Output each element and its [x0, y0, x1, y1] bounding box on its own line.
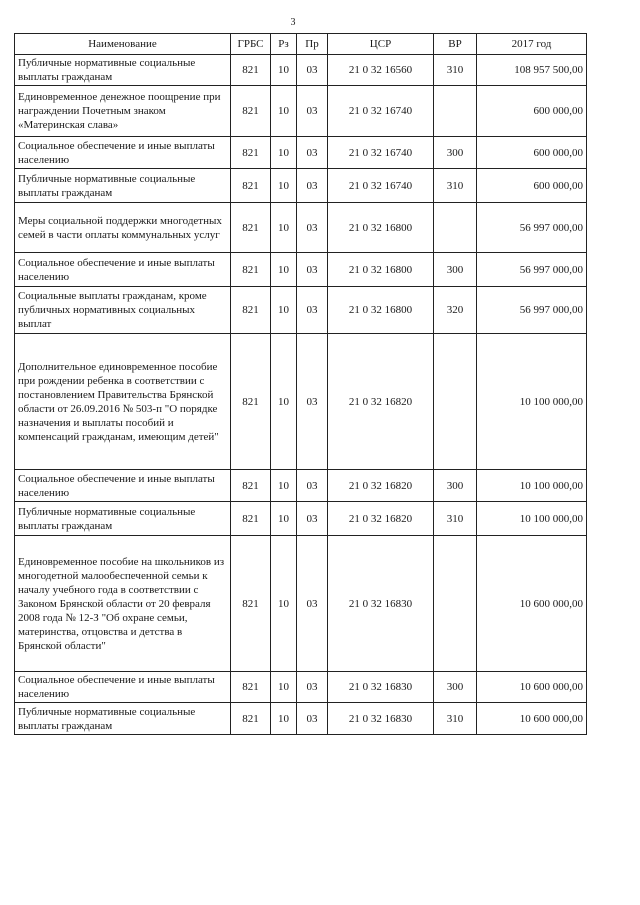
row-vr	[434, 536, 477, 672]
row-pr: 03	[297, 55, 328, 86]
row-vr: 300	[434, 470, 477, 502]
row-name: Дополнительное единовременное пособие при рождении ребенка в соответствии с постановлением Правительства Брянской области от 26.09.2016 № 503-п "О порядке назначения и выплаты пособий и компенсаций гражданам, имеющим детей"	[15, 334, 231, 470]
row-pr: 03	[297, 502, 328, 536]
row-pr: 03	[297, 86, 328, 137]
row-vr	[434, 203, 477, 253]
row-amount: 108 957 500,00	[477, 55, 587, 86]
row-name: Публичные нормативные социальные выплаты гражданам	[15, 169, 231, 203]
row-rz: 10	[271, 502, 297, 536]
row-grbs: 821	[231, 470, 271, 502]
table-row	[15, 536, 587, 672]
row-amount: 10 600 000,00	[477, 703, 587, 735]
row-pr: 03	[297, 253, 328, 287]
row-vr: 310	[434, 169, 477, 203]
row-amount: 10 100 000,00	[477, 502, 587, 536]
row-csr: 21 0 32 16820	[328, 470, 434, 502]
row-vr: 310	[434, 55, 477, 86]
table-row	[15, 502, 587, 536]
table-row	[15, 55, 587, 86]
header-grbs: ГРБС	[231, 34, 271, 55]
row-name: Социальное обеспечение и иные выплаты населению	[15, 137, 231, 169]
row-rz: 10	[271, 169, 297, 203]
row-pr: 03	[297, 203, 328, 253]
row-pr: 03	[297, 287, 328, 334]
row-name: Публичные нормативные социальные выплаты гражданам	[15, 55, 231, 86]
header-pr: Пр	[297, 34, 328, 55]
row-grbs: 821	[231, 169, 271, 203]
row-csr: 21 0 32 16830	[328, 672, 434, 703]
row-grbs: 821	[231, 203, 271, 253]
row-grbs: 821	[231, 502, 271, 536]
table-row	[15, 470, 587, 502]
row-vr	[434, 334, 477, 470]
table-row	[15, 672, 587, 703]
row-amount: 600 000,00	[477, 86, 587, 137]
row-rz: 10	[271, 334, 297, 470]
row-rz: 10	[271, 137, 297, 169]
row-amount: 600 000,00	[477, 169, 587, 203]
row-vr: 300	[434, 672, 477, 703]
row-pr: 03	[297, 703, 328, 735]
row-amount: 10 600 000,00	[477, 672, 587, 703]
row-csr: 21 0 32 16830	[328, 536, 434, 672]
row-name: Единовременное пособие на школьников из многодетной малообеспеченной семьи к началу учебного года в соответствии с Законом Брянской области от 20 февраля 2008 года № 12-З "Об охране семьи, материнства, отцовства и детства в Брянской области"	[15, 536, 231, 672]
row-vr	[434, 86, 477, 137]
row-grbs: 821	[231, 536, 271, 672]
row-name: Социальное обеспечение и иные выплаты населению	[15, 470, 231, 502]
header-rz: Рз	[271, 34, 297, 55]
row-vr: 320	[434, 287, 477, 334]
row-pr: 03	[297, 470, 328, 502]
row-grbs: 821	[231, 253, 271, 287]
row-rz: 10	[271, 672, 297, 703]
row-grbs: 821	[231, 703, 271, 735]
row-csr: 21 0 32 16740	[328, 137, 434, 169]
row-csr: 21 0 32 16820	[328, 334, 434, 470]
table-row	[15, 169, 587, 203]
row-vr: 310	[434, 502, 477, 536]
budget-table	[14, 33, 587, 735]
row-rz: 10	[271, 86, 297, 137]
row-pr: 03	[297, 137, 328, 169]
table-row	[15, 703, 587, 735]
table-row	[15, 86, 587, 137]
header-year: 2017 год	[477, 34, 587, 55]
header-csr: ЦСР	[328, 34, 434, 55]
row-rz: 10	[271, 470, 297, 502]
row-grbs: 821	[231, 55, 271, 86]
row-csr: 21 0 32 16740	[328, 86, 434, 137]
row-grbs: 821	[231, 137, 271, 169]
row-pr: 03	[297, 536, 328, 672]
row-pr: 03	[297, 169, 328, 203]
row-csr: 21 0 32 16800	[328, 203, 434, 253]
row-name: Публичные нормативные социальные выплаты гражданам	[15, 703, 231, 735]
row-vr: 300	[434, 137, 477, 169]
row-name: Публичные нормативные социальные выплаты гражданам	[15, 502, 231, 536]
row-rz: 10	[271, 703, 297, 735]
row-csr: 21 0 32 16560	[328, 55, 434, 86]
row-name: Единовременное денежное поощрение при награждении Почетным знаком «Материнская слава»	[15, 86, 231, 137]
row-amount: 10 100 000,00	[477, 470, 587, 502]
row-csr: 21 0 32 16800	[328, 253, 434, 287]
row-vr: 300	[434, 253, 477, 287]
table-row	[15, 253, 587, 287]
table-row	[15, 137, 587, 169]
row-amount: 600 000,00	[477, 137, 587, 169]
row-csr: 21 0 32 16800	[328, 287, 434, 334]
row-rz: 10	[271, 287, 297, 334]
row-rz: 10	[271, 536, 297, 672]
header-row	[15, 34, 587, 55]
row-amount: 56 997 000,00	[477, 203, 587, 253]
row-vr: 310	[434, 703, 477, 735]
row-grbs: 821	[231, 334, 271, 470]
row-pr: 03	[297, 672, 328, 703]
table-row	[15, 287, 587, 334]
table-row	[15, 203, 587, 253]
row-rz: 10	[271, 55, 297, 86]
header-name: Наименование	[15, 34, 231, 55]
row-rz: 10	[271, 253, 297, 287]
row-grbs: 821	[231, 287, 271, 334]
page-number: 3	[290, 17, 296, 28]
row-csr: 21 0 32 16830	[328, 703, 434, 735]
table-row	[15, 334, 587, 470]
row-amount: 56 997 000,00	[477, 287, 587, 334]
row-name: Социальное обеспечение и иные выплаты населению	[15, 672, 231, 703]
row-amount: 10 100 000,00	[477, 334, 587, 470]
row-grbs: 821	[231, 672, 271, 703]
row-grbs: 821	[231, 86, 271, 137]
row-amount: 56 997 000,00	[477, 253, 587, 287]
row-name: Социальное обеспечение и иные выплаты населению	[15, 253, 231, 287]
row-csr: 21 0 32 16820	[328, 502, 434, 536]
row-name: Социальные выплаты гражданам, кроме публичных нормативных социальных выплат	[15, 287, 231, 334]
row-pr: 03	[297, 334, 328, 470]
header-vr: ВР	[434, 34, 477, 55]
row-rz: 10	[271, 203, 297, 253]
row-name: Меры социальной поддержки многодетных семей в части оплаты коммунальных услуг	[15, 203, 231, 253]
row-csr: 21 0 32 16740	[328, 169, 434, 203]
row-amount: 10 600 000,00	[477, 536, 587, 672]
